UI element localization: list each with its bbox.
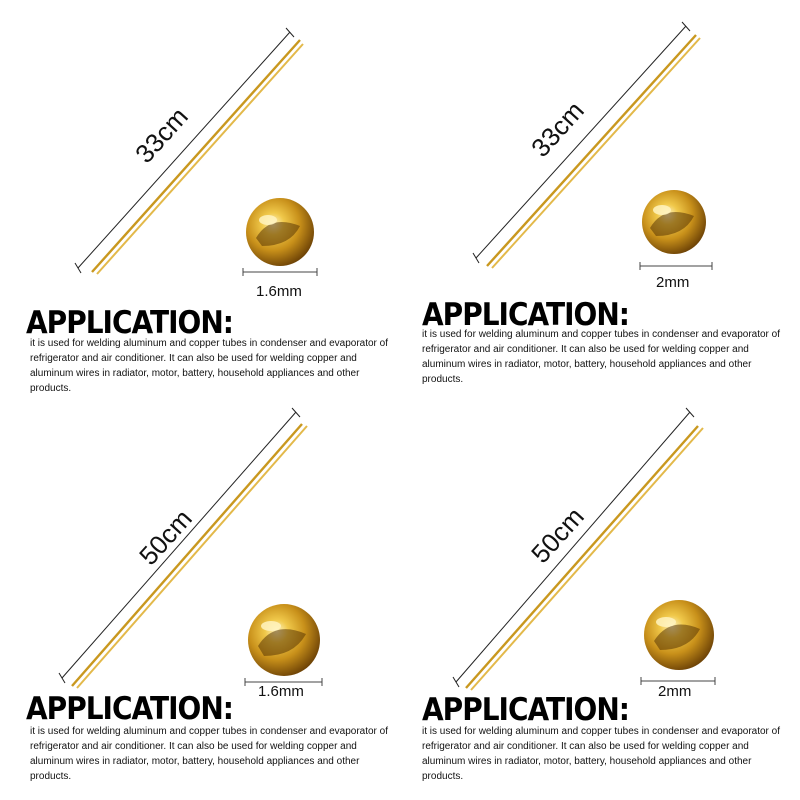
rod-cross-section [642, 190, 706, 254]
product-panel-4 [400, 400, 800, 800]
product-panel-3 [0, 400, 400, 800]
rod-cross-section [246, 198, 314, 266]
length-label: 50cm [132, 503, 198, 571]
application-heading: APPLICATION: [422, 691, 629, 728]
diameter-label: 2mm [658, 683, 692, 700]
application-description: it is used for welding aluminum and copper tubes in condenser and evaporator of refrigerator and air conditioner. It can also be used for welding copper and aluminum wires in radiator, motor, battery, household appliances and other products. [422, 726, 780, 782]
application-heading: APPLICATION: [26, 690, 233, 727]
rod-cross-section [644, 600, 714, 670]
length-label: 50cm [524, 501, 590, 569]
diameter-dimension-line [640, 262, 712, 270]
application-description: it is used for welding aluminum and copper tubes in condenser and evaporator of refrigerator and air conditioner. It can also be used for welding copper and aluminum wires in radiator, motor, battery, household appliances and other products. [30, 338, 388, 394]
length-label: 33cm [524, 95, 590, 163]
diameter-dimension-line [243, 268, 317, 276]
application-description: it is used for welding aluminum and copper tubes in condenser and evaporator of refrigerator and air conditioner. It can also be used for welding copper and aluminum wires in radiator, motor, battery, household appliances and other products. [422, 329, 780, 385]
application-heading: APPLICATION: [26, 304, 233, 341]
product-panel-1 [0, 0, 400, 400]
product-panel-2 [400, 0, 800, 400]
diameter-label: 1.6mm [256, 283, 302, 300]
length-label: 33cm [128, 101, 194, 169]
diameter-label: 2mm [656, 274, 690, 291]
diameter-label: 1.6mm [258, 683, 304, 700]
application-description: it is used for welding aluminum and copper tubes in condenser and evaporator of refrigerator and air conditioner. It can also be used for welding copper and aluminum wires in radiator, motor, battery, household appliances and other products. [30, 726, 388, 782]
application-heading: APPLICATION: [422, 296, 629, 333]
rod-cross-section [248, 604, 320, 676]
